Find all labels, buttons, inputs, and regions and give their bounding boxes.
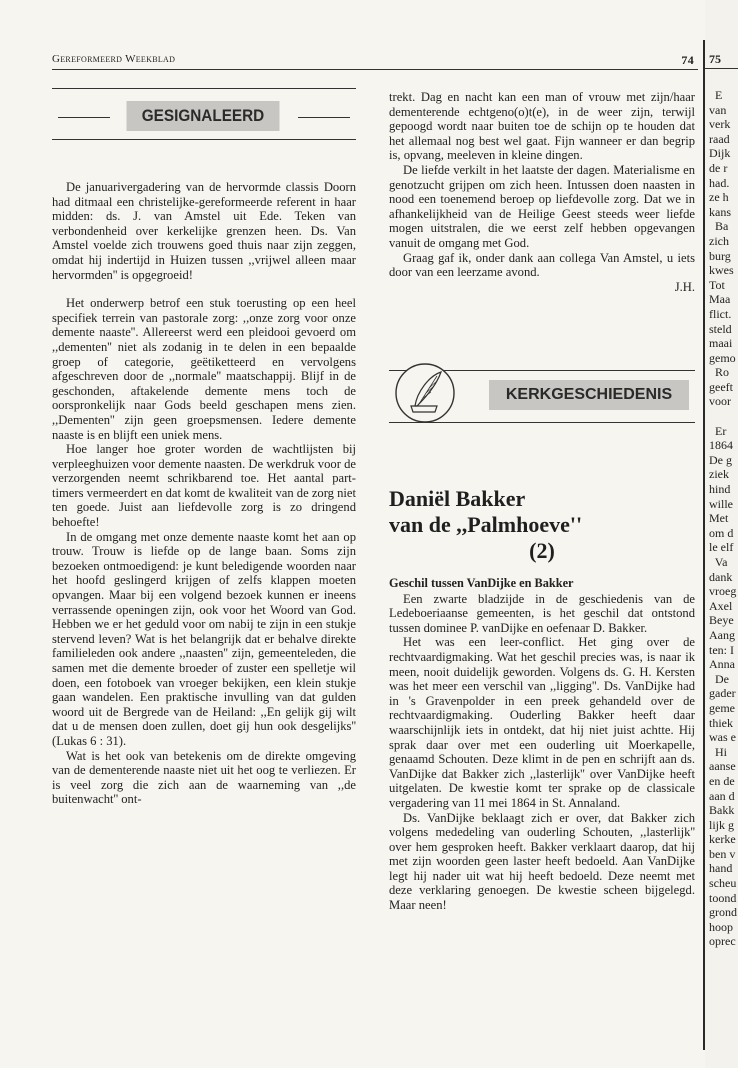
title-line: van de ,,Palmhoeve'': [389, 512, 583, 537]
right-column-top-text: [389, 90, 695, 294]
paragraph: Hoe langer hoe groter worden de wachtlijsten bij verpleeghuizen voor demente naasten. De werkdruk voor de verzorgenden neemt schrikbarend toe. Het aantal part-timers vermeerdert en dat komt de kwaliteit van de zorg niet ten goede. Juist aan liefdevolle zorg is zo dringend behoefte!: [52, 442, 357, 530]
signature: J.H.: [674, 279, 695, 294]
paragraph: Een zwarte bladzijde in de geschiedenis van de Ledeboeriaanse gemeenten, is het geschil dat ontstond tussen dominee P. vanDijke en oefenaar D. Bakker.: [389, 591, 695, 635]
article-body: [389, 576, 695, 913]
article-title: [389, 486, 695, 564]
running-header: [52, 53, 698, 70]
paragraph: Wat is het ook van betekenis om de direkte omgeving van de dementerende naaste niet uit het oog te verliezen. Er is veel zorg die zich aan de waarneming van ,,de buitenwacht'' ont-: [52, 748, 356, 807]
left-column-text: [52, 180, 356, 807]
article-subheading: Geschil tussen VanDijke en Bakker: [389, 576, 574, 590]
article-part-number: (2): [529, 538, 555, 563]
paragraph: De liefde verkilt in het laatste der dagen. Materialisme en genotzucht grijpen om zich heen. Intussen doen naasten in nood een toenemend beroep op liefdevolle zorg. Dat we in afhankelijkheid van de Heilige Geest steeds weer liefde mogen uitstralen, die we eerst zelf hebben opgevangen vanuit de omgang met God.: [389, 162, 695, 250]
section-heading-kerkgeschiedenis: [389, 362, 695, 424]
next-page-number: 75: [709, 52, 721, 66]
heading-rule-right: [298, 117, 350, 118]
paragraph: In de omgang met onze demente naaste komt het aan op trouw. Trouw is liefde op de lange baan. Soms zijn bezoeken ontmoedigend: je kunt beledigende woorden naar het hoofd geslingerd krijgen of zelfs klappen moeten opvangen. Maar bij een volgend bezoek kunnen er ineens verrassende openingen zijn, ook voor het Woord van God. Hebben we er het geduld voor om nabij te zijn in een stukje stervend leven? Wat is het belangrijk dat er behalve direkte familieleden ook andere ,,naasten'' zijn, gemeenteleden, die samen met die demente broeder of zuster een spelletje wil doen, een fotoboek van vroeger bekijken, een klein stukje gaan wandelen. Een praktische invulling van dat gulden woord uit de Bergrede van de Heiland: ,,En gelijk gij wilt dat u de mensen doen zullen, doet gij hun ook desgelijks'' (Lukas 6 : 31).: [52, 529, 356, 748]
paragraph: Het onderwerp betrof een stuk toerusting op een heel specifiek terrein van pastorale zorg: ,,onze zorg voor onze demente naaste''. Allereerst werd een pleidooi gevoerd om ,,dementen'' niet als zodanig in te delen in een bepaalde groep of categorie, geëtiketteerd en vervolgens afgeschreven door de ,,normale'' maatschappij. Blijf in de geschonden, aftakelende demente mens toch de oorspronkelijk naar Gods beeld geschapen mens zien. ,,Dementen'' zijn geen groepsmensen. Iedere demente naaste is en blijft een uniek mens.: [52, 296, 356, 442]
next-page-header-rule: [705, 68, 738, 69]
paragraph: Ds. VanDijke beklaagt zich er over, dat Bakker zich volgens mededeling van ouderling Schouten, ,,lasterlijk'' over hem gesproken heeft. Bakker verklaart daarop, dat hij met zijn woorden geen laster heeft bedoeld. Aan VanDijke legt hij nader uit wat hij heeft bedoeld. Deze neemt met deze verklaring genoegen. De kwestie scheen bijgelegd. Maar neen!: [389, 810, 695, 913]
page-number: 74: [681, 53, 694, 67]
paragraph: Het was een leer-conflict. Het ging over de rechtvaardigmaking. Wat het geschil precies was, is naar ik meen, nooit duidelijk geworden. Volgens ds. G. H. Kersten was het meer een verschil van ,,ligging''. Ds. VanDijke had in 's Gravenpolder in een preek gehandeld over de rechtvaardigmaking. Ouderling Bakker heeft daar waarschijnlijk iets in ontdekt, dat hij niet juist achtte. Hij sprak daar over met een ouderling uit Moerkapelle, genaamd Schouten. Deze klimt in de pen en schrijft aan ds. VanDijke dat Bakker zich ,,lasterlijk'' over VanDijke heeft uitgelaten. De kwestie komt ter sprake op de classicale vergadering van 11 mei 1864 in St. Annaland.: [389, 635, 695, 810]
paragraph: Graag gaf ik, onder dank aan collega Van Amstel, u iets door van een leerzame avond.: [389, 250, 695, 280]
page-75-edge: [705, 0, 738, 1068]
section-heading-gesignaleerd: [52, 88, 356, 140]
paragraph: trekt. Dag en nacht kan een man of vrouw met zijn/haar dementerende echtgeno(o)t(e), in de weer zijn, terwijl gepoogd wordt naar buiten toe de schijn op te houden dat het allemaal nog best wel gaat. Fijn wanneer er dan begrip is, opvang, meeleven in kleine dingen.: [389, 90, 695, 163]
next-page-text-fragment: E van verk raad Dijk de r had. ze h kans Ba zich burg kwes Tot Maa flict. steld maai gemo Ro geeft voor Er 1864 De g ziek hind wille Met om d le elf Va dank vroeg Axel Beye Aang ten: I Anna De gader geme thiek was e Hi aanse en de aan d Bakk lijk g kerke ben v hand scheu toond grond hoop oprec: [709, 88, 737, 949]
title-line: Daniël Bakker: [389, 486, 526, 511]
quill-inkwell-icon: [393, 362, 457, 424]
publication-name: Gereformeerd Weekblad: [52, 53, 176, 65]
section-heading-label: GESIGNALEERD: [127, 101, 280, 131]
heading-rule-left: [58, 117, 110, 118]
section-heading-label: KERKGESCHIEDENIS: [489, 380, 689, 410]
paragraph: De januarivergadering van de hervormde classis Doorn had ditmaal een christelijke-gereformeerde referent in haar midden: ds. J. van Amstel uit Ede. Teken van verbondenheid over kerkelijke grenzen heen. Ds. Van Amstel voelde zich trouwens goed thuis naar zijn zeggen, omdat hij indertijd in Huizen tussen ,,vrijwel alleen maar hervormden'' is opgegroeid!: [52, 180, 356, 282]
